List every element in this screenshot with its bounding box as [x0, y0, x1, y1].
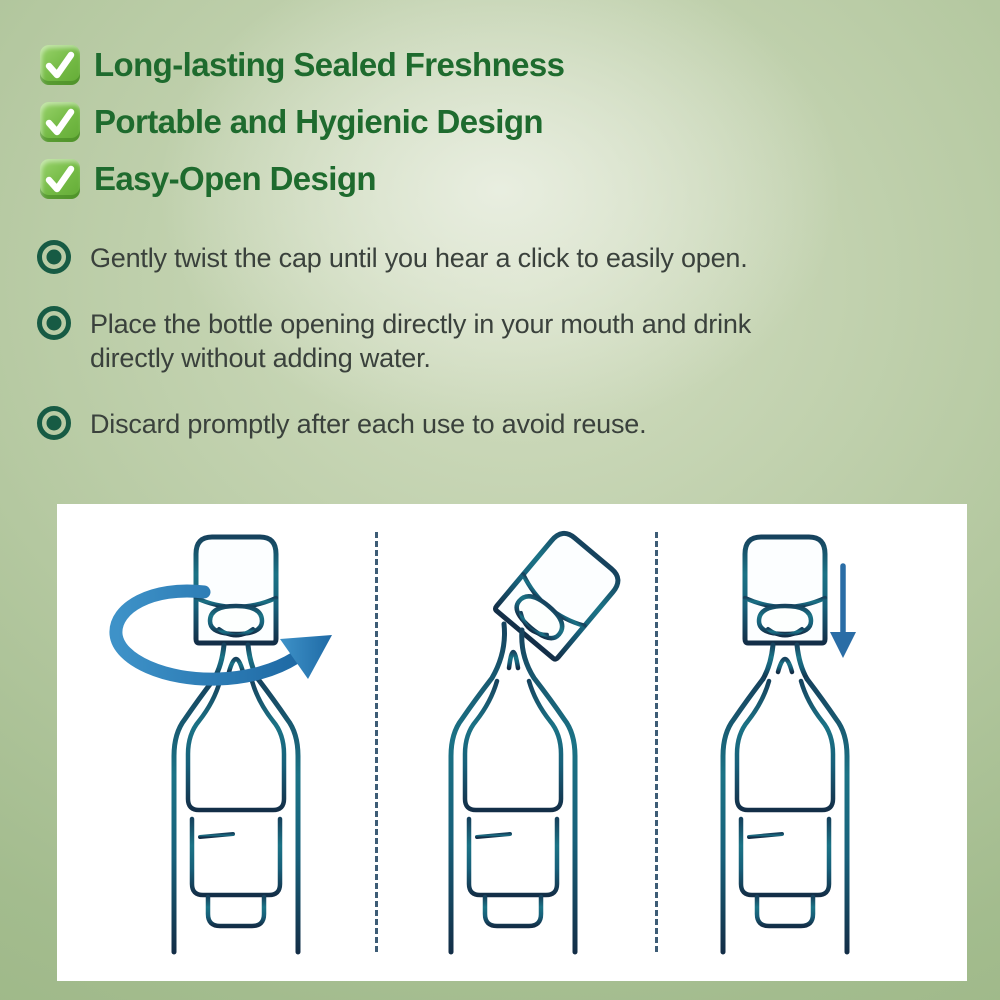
instruction-line: directly without adding water. [90, 343, 431, 373]
instruction-text [90, 241, 748, 275]
instruction-item [36, 307, 751, 375]
cap-removed-illustration [363, 518, 663, 968]
down-arrow-icon [830, 566, 856, 658]
instruction-text [90, 407, 646, 441]
check-icon [40, 102, 80, 142]
check-icon [40, 159, 80, 199]
press-drink-illustration [635, 518, 935, 968]
feature-label: Portable and Hygienic Design [94, 103, 543, 140]
tilted-cap [494, 528, 623, 661]
feature-item [40, 102, 543, 142]
feature-label: Easy-Open Design [94, 160, 376, 197]
instruction-item [36, 241, 748, 275]
target-bullet-icon [36, 405, 72, 441]
check-icon [40, 45, 80, 85]
twist-cap-illustration [86, 518, 386, 968]
instruction-item [36, 407, 646, 441]
instruction-line: Discard promptly after each use to avoid reuse. [90, 409, 647, 439]
target-bullet-icon [36, 305, 72, 341]
instruction-text [90, 307, 751, 375]
usage-diagram-panel [57, 504, 967, 981]
instruction-line: Gently twist the cap until you hear a click to easily open. [90, 243, 748, 273]
feature-label: Long-lasting Sealed Freshness [94, 46, 565, 83]
feature-item [40, 45, 564, 85]
feature-item [40, 159, 376, 199]
instruction-line: Place the bottle opening directly in your mouth and drink [90, 309, 752, 339]
target-bullet-icon [36, 239, 72, 275]
